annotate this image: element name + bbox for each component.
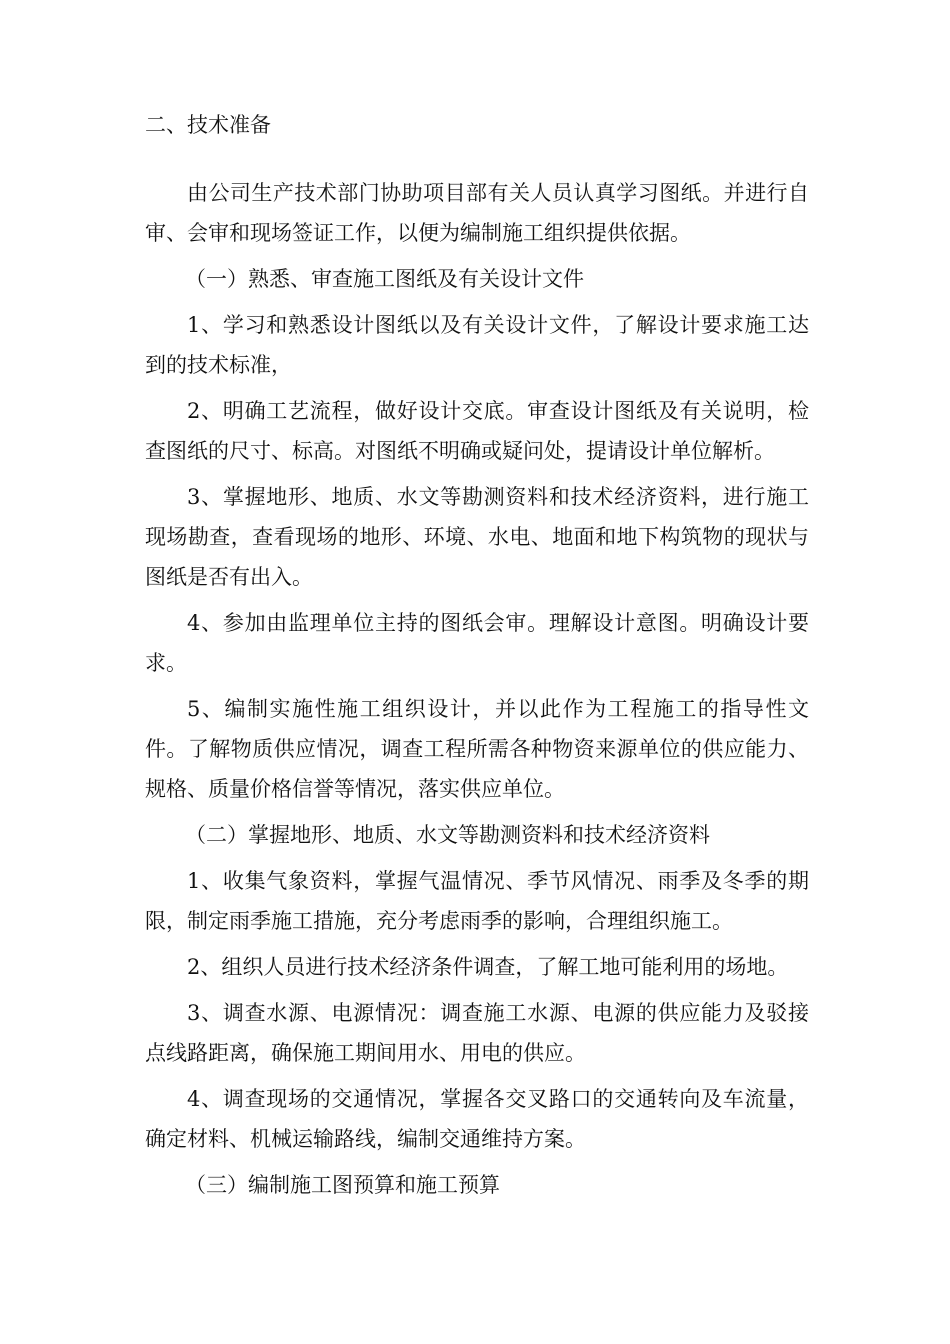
intro-paragraph: 由公司生产技术部门协助项目部有关人员认真学习图纸。并进行自审、会审和现场签证工作，以便为编制施工组织提供依据。: [145, 181, 809, 245]
subsection-title-3: （三）编制施工图预算和施工预算: [185, 1173, 500, 1197]
list-item: 3、掌握地形、地质、水文等勘测资料和技术经济资料，进行施工现场勘查，查看现场的地形、环境、水电、地面和地下构筑物的现状与图纸是否有出入。: [145, 485, 809, 589]
list-item: 3、调查水源、电源情况：调查施工水源、电源的供应能力及驳接点线路距离，确保施工期间用水、用电的供应。: [145, 1001, 809, 1065]
section-title: 二、技术准备: [145, 113, 271, 137]
subsection-title-2: （二）掌握地形、地质、水文等勘测资料和技术经济资料: [185, 823, 710, 847]
list-item: 4、调查现场的交通情况，掌握各交叉路口的交通转向及车流量，确定材料、机械运输路线，编制交通维持方案。: [145, 1087, 809, 1151]
list-item: 2、明确工艺流程，做好设计交底。审查设计图纸及有关说明，检查图纸的尺寸、标高。对图纸不明确或疑问处，提请设计单位解析。: [145, 399, 809, 463]
list-item: 4、参加由监理单位主持的图纸会审。理解设计意图。明确设计要求。: [145, 611, 809, 675]
list-item: 2、组织人员进行技术经济条件调查，了解工地可能利用的场地。: [187, 955, 789, 979]
document-body: [145, 103, 809, 1211]
list-item: 1、学习和熟悉设计图纸以及有关设计文件，了解设计要求施工达到的技术标准，: [145, 313, 809, 377]
subsection-title-1: （一）熟悉、审查施工图纸及有关设计文件: [185, 267, 584, 291]
heading-spacer: [145, 147, 809, 173]
list-item: 1、收集气象资料，掌握气温情况、季节风情况、雨季及冬季的期限，制定雨季施工措施，充分考虑雨季的影响，合理组织施工。: [145, 869, 809, 933]
list-item: 5、编制实施性施工组织设计，并以此作为工程施工的指导性文件。了解物质供应情况，调查工程所需各种物资来源单位的供应能力、规格、质量价格信誉等情况，落实供应单位。: [145, 697, 809, 801]
